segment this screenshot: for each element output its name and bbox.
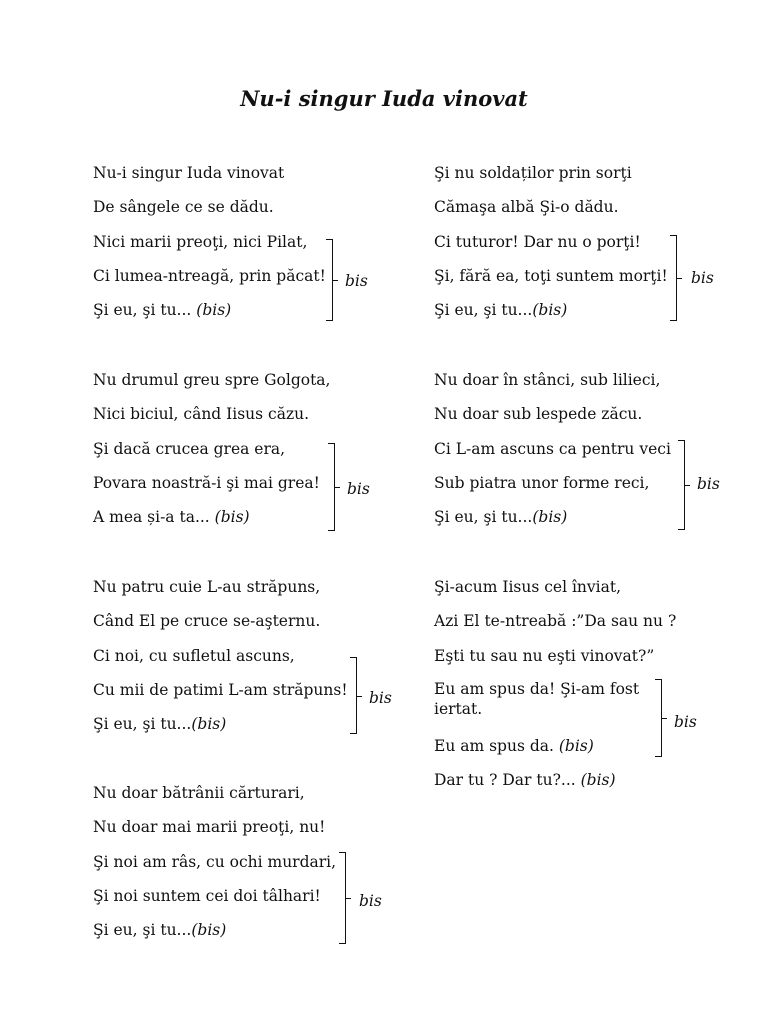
stanza-5	[434, 163, 754, 333]
stanza-3	[93, 577, 393, 747]
stanza-6	[434, 370, 754, 540]
verse-text: Şi eu, şi tu...	[93, 921, 192, 939]
verse-line: Şi noi suntem cei doi tâlhari!	[93, 887, 321, 905]
verse-line: Povara noastră-i şi mai grea!	[93, 474, 320, 492]
bis-marker: (bis)	[214, 508, 250, 526]
verse-text: Şi eu, şi tu...	[93, 301, 197, 319]
bis-label: bis	[347, 480, 370, 498]
verse-line: Nu doar mai marii preoţi, nu!	[93, 818, 326, 836]
bis-marker: (bis)	[532, 301, 568, 319]
bis-marker: (bis)	[558, 737, 594, 755]
bis-marker: (bis)	[191, 921, 227, 939]
verse-line: Nu doar bătrânii cărturari,	[93, 784, 305, 802]
stanza-4	[93, 783, 393, 953]
verse-line: Eşti tu sau nu eşti vinovat?”	[434, 647, 655, 665]
bis-label: bis	[674, 713, 697, 731]
bis-label: bis	[369, 689, 392, 707]
verse-line	[93, 714, 226, 734]
repeat-bracket	[678, 440, 685, 530]
verse-line	[93, 507, 250, 527]
verse-text: A mea și-a ta...	[93, 508, 215, 526]
verse-line: Când El pe cruce se-aşternu.	[93, 612, 321, 630]
bis-label: bis	[697, 475, 720, 493]
bis-label: bis	[359, 892, 382, 910]
verse-text: Şi eu, şi tu...	[434, 301, 533, 319]
verse-line: Eu am spus da! Şi-am fost iertat.	[434, 680, 640, 718]
verse-line: Şi noi am râs, cu ochi murdari,	[93, 853, 337, 871]
verse-line: Nici biciul, când Iisus căzu.	[93, 405, 310, 423]
verse-line: Nu doar în stânci, sub lilieci,	[434, 371, 661, 389]
repeat-bracket	[350, 657, 357, 734]
verse-line: Ci noi, cu sufletul ascuns,	[93, 647, 295, 665]
verse-line: Ci tuturor! Dar nu o porţi!	[434, 233, 641, 251]
bis-marker: (bis)	[580, 771, 616, 789]
verse-line: Nu drumul greu spre Golgota,	[93, 371, 331, 389]
verse-line: Nu doar sub lespede zăcu.	[434, 405, 643, 423]
verse-line: Cu mii de patimi L-am străpuns!	[93, 681, 348, 699]
verse-line: Nu-i singur Iuda vinovat	[93, 164, 285, 182]
bis-label: bis	[345, 272, 368, 290]
verse-text: Şi eu, şi tu...	[93, 715, 192, 733]
stanza-1	[93, 163, 393, 333]
bis-marker: (bis)	[191, 715, 227, 733]
verse-line	[434, 507, 567, 527]
bis-marker: (bis)	[532, 508, 568, 526]
verse-line: Şi-acum Iisus cel înviat,	[434, 578, 622, 596]
verse-line: Azi El te-ntreabă :”Da sau nu ?	[434, 612, 677, 630]
repeat-bracket	[655, 679, 662, 757]
poem-title: Nu-i singur Iuda vinovat	[240, 86, 528, 111]
repeat-bracket	[339, 852, 346, 944]
verse-line	[434, 300, 567, 320]
bis-marker: (bis)	[196, 301, 232, 319]
repeat-bracket	[670, 235, 677, 321]
verse-line: Cămaşa albă Şi-o dădu.	[434, 198, 619, 216]
verse-line: Şi nu soldaților prin sorţi	[434, 164, 632, 182]
repeat-bracket	[328, 443, 335, 531]
verse-line: Nici marii preoţi, nici Pilat,	[93, 233, 308, 251]
verse-text: Şi eu, şi tu...	[434, 508, 533, 526]
verse-line	[434, 770, 616, 790]
verse-line: Nu patru cuie L-au străpuns,	[93, 578, 321, 596]
verse-line: Şi, fără ea, toţi suntem morţi!	[434, 267, 668, 285]
verse-line: Şi dacă crucea grea era,	[93, 440, 286, 458]
verse-text: Dar tu ? Dar tu?...	[434, 771, 581, 789]
verse-text: Eu am spus da.	[434, 737, 559, 755]
repeat-bracket	[326, 239, 333, 321]
verse-line	[93, 300, 231, 320]
bis-label: bis	[691, 269, 714, 287]
stanza-7	[434, 577, 754, 807]
verse-line: Ci lumea-ntreagă, prin păcat!	[93, 267, 326, 285]
verse-line: De sângele ce se dădu.	[93, 198, 274, 216]
verse-line	[93, 920, 226, 940]
verse-line: Ci L-am ascuns ca pentru veci	[434, 440, 671, 458]
stanza-2	[93, 370, 393, 540]
verse-line	[434, 736, 594, 756]
verse-line: Sub piatra unor forme reci,	[434, 474, 650, 492]
